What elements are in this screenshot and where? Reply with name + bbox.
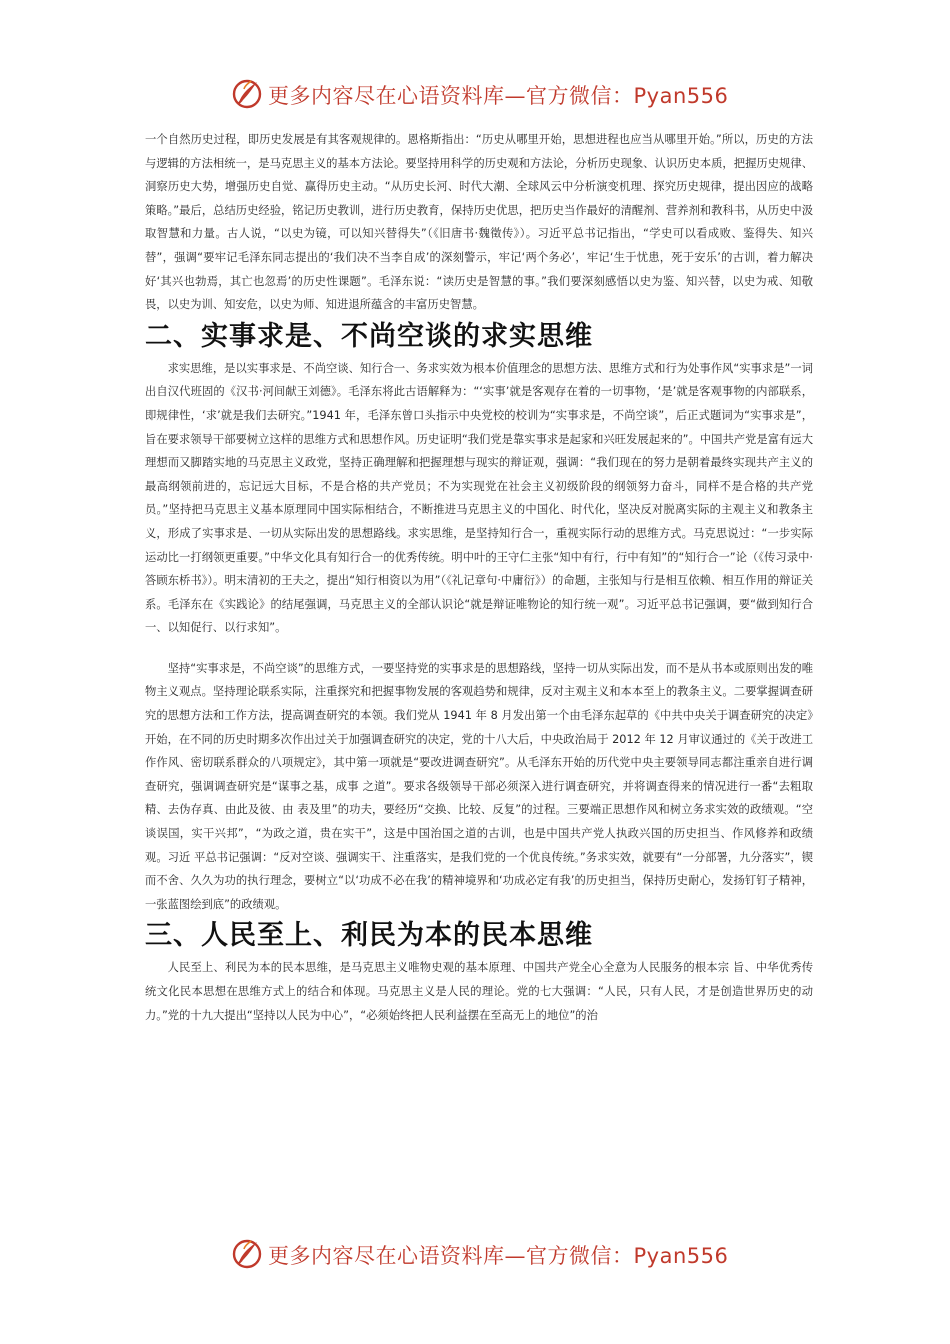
document-body bbox=[145, 128, 813, 1027]
section-2-paragraph-2: 坚持“实事求是，不尚空谈”的思维方式，一要坚持党的实事求是的思想路线，坚持一切从实际出发，而不是从书本或原则出发的唯物主义观点。坚持理论联系实际，注重探究和把握事物发展的客观趋势和规律，反对主观主义和本本至上的教条主义。二要掌握调查研究的思想方法和工作方法，提高调查研究的本领。我们党从 1941 年 8 月发出第一个由毛泽东起草的《中共中央关于调查研究的决定》开始，在不同的历史时期多次作出过关于加强调查研究的决定，党的十八大后，中央政治局于 2012 年 12 月审议通过的《关于改进工作作风、密切联系群众的八项规定》，其中第一项就是“要改进调查研究”。从毛泽东开始的历代党中央主要领导同志都注重亲自进行调查研究，强调调查研究是“谋事之基，成事 之道”。要求各级领导干部必须深入进行调查研究，并将调查得来的情况进行一番“去粗取精、去伪存真、由此及彼、由 表及里”的功夫，要经历“交换、比较、反复”的过程。三要端正思想作风和树立务求实效的政绩观。“空谈误国，实干兴邦”，“为政之道，贵在实干”，这是中国治国之道的古训，也是中国共产党人执政兴国的历史担当、作风修养和政绩观。习近 平总书记强调：“反对空谈、强调实干、注重落实，是我们党的一个优良传统。”务求实效，就要有“一分部署，九分落实”，锲而不舍、久久为功的执行理念，要树立“以‘功成不必在我’的精神境界和‘功成必定有我’的历史担当，保持历史耐心，发扬钉钉子精神，一张蓝图绘到底”的政绩观。 bbox=[145, 661, 813, 911]
banner-text: 更多内容尽在心语资料库—官方微信：Pyan556 bbox=[268, 1244, 729, 1268]
footer-banner bbox=[0, 1232, 950, 1272]
header-banner bbox=[0, 72, 950, 112]
section-2-heading: 二、实事求是、不尚空谈的求实思维 bbox=[145, 320, 593, 352]
section-3-paragraph-1: 人民至上、利民为本的民本思维，是马克思主义唯物史观的基本原理、中国共产党全心全意为人民服务的根本宗 旨、中华优秀传统文化民本思想在思维方式上的结合和体现。马克思主义是人民的理论。党的七大强调：“人民，只有人民，才是创造世界历史的动力。”党的十九大提出“坚持以人民为中心”，“必须始终把人民利益摆在至高无上的地位”的治 bbox=[145, 961, 813, 1022]
banner-text: 更多内容尽在心语资料库—官方微信：Pyan556 bbox=[268, 84, 729, 108]
section-3-heading: 三、人民至上、利民为本的民本思维 bbox=[145, 920, 593, 952]
intro-paragraph: 一个自然历史过程，即历史发展是有其客观规律的。恩格斯指出：“历史从哪里开始，思想进程也应当从哪里开始。”所以，历史的方法与逻辑的方法相统一，是马克思主义的基本方法论。要坚持用科学的历史观和方法论，分析历史现象、认识历史本质，把握历史规律、洞察历史大势，增强历史自觉、赢得历史主动。“从历史长河、时代大潮、全球风云中分析演变机理、探究历史规律，提出因应的战略策略。”最后，总结历史经验，铭记历史教训，进行历史教育，保持历史优思，把历史当作最好的清醒剂、营养剂和教科书，从历史中汲取智慧和力量。古人说，“以史为镜，可以知兴替得失”（《旧唐书·魏徵传》）。习近平总书记指出，“学史可以看成败、鉴得失、知兴替”，强调“要牢记毛泽东同志提出的‘我们决不当李自成’的深刻警示，牢记‘两个务必’，牢记‘生于忧患，死于安乐’的古训，着力解决好‘其兴也勃焉，其亡也忽焉’的历史性课题”。毛泽东说：“读历史是智慧的事。”我们要深刻感悟以史为鉴、知兴替，以史为戒、知敬畏，以史为训、知安危，以史为师、知进退所蕴含的丰富历史智慧。 bbox=[145, 133, 813, 312]
quill-flame-logo-icon bbox=[230, 76, 264, 110]
section-2-paragraph-1: 求实思维，是以实事求是、不尚空谈、知行合一、务求实效为根本价值理念的思想方法、思维方式和行为处事作风“实事求是”一词出自汉代班固的《汉书·河间献王刘德》。毛泽东将此古语解释为：“‘实事’就是客观存在着的一切事物，‘是’就是客观事物的内部联系，即规律性，‘求’就是我们去研究。”1941 年，毛泽东曾口头指示中央党校的校训为“实事求是，不尚空谈”，后正式题词为“实事求是”，旨在要求领导干部要树立这样的思维方式和思想作风。历史证明“我们党是靠实事求是起家和兴旺发展起来的”。中国共产党是富有远大理想而又脚踏实地的马克思主义政党，坚持正确理解和把握理想与现实的辩证观，强调：“我们现在的努力是朝着最终实现共产主义的最高纲领前进的，忘记远大目标，不是合格的共产党员；不为实现党在社会主义初级阶段的纲领努力奋斗，同样不是合格的共产党员。”坚持把马克思主义基本原理同中国实际相结合，不断推进马克思主义的中国化、时代化，坚决反对脱离实际的主观主义和教条主义，形成了实事求是、一切从实际出发的思想路线。求实思维，是坚持知行合一，重视实际行动的思维方式。马克思说过：“一步实际运动比一打纲领更重要。”中华文化具有知行合一的优秀传统。明中叶的王守仁主张“知中有行，行中有知”的“知行合一”论（《传习录中·答顾东桥书》）。明末清初的王夫之，提出“知行相资以为用”（《礼记章句·中庸衍》）的命题，主张知与行是相互依赖、相互作用的辩证关系。毛泽东在《实践论》的结尾强调，马克思主义的全部认识论“就是辩证唯物论的知行统一观”。习近平总书记强调，要“做到知行合一、以知促行、以行求知”。 bbox=[145, 361, 813, 635]
quill-flame-logo-icon bbox=[230, 1236, 264, 1270]
